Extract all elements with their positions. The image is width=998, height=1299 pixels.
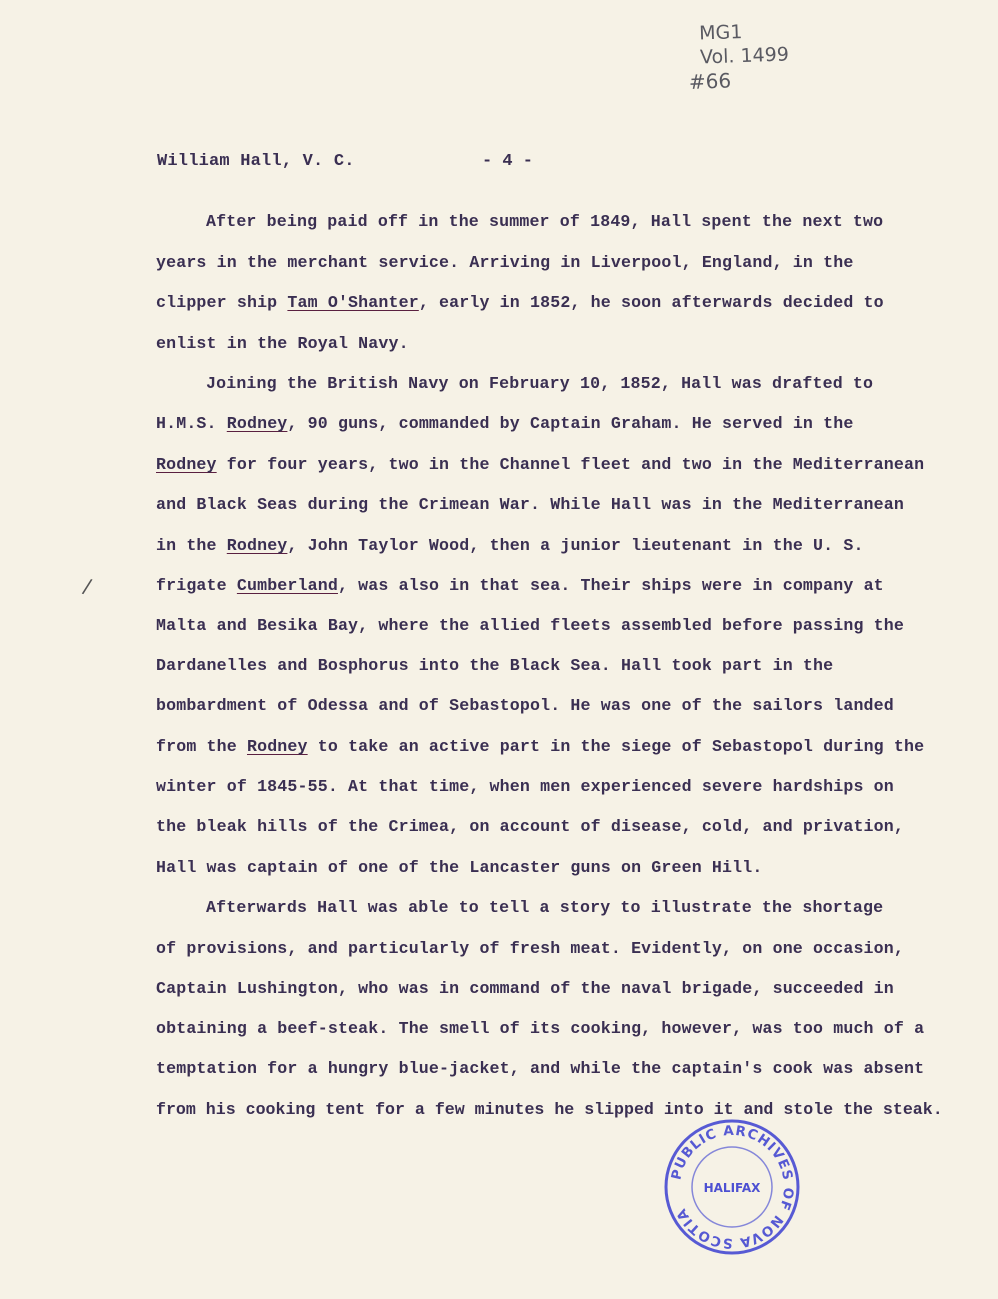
text-line: Dardanelles and Bosphorus into the Black Sea. Hall took part in the [156,656,834,675]
text-line: from his cooking tent for a few minutes he slipped into it and stole the steak. [156,1100,943,1119]
text-span: clipper ship [156,293,288,312]
text-span: in the [156,536,227,555]
running-header-title: William Hall, V. C. [157,152,355,171]
page-number: - 4 - [482,152,534,171]
ship-name-underlined: Cumberland [236,576,338,595]
text-line: Captain Lushington, who was in command of the naval brigade, succeeded in [156,979,894,998]
text-span: , John Taylor Wood, then a junior lieutenant in the U. S. [287,536,864,555]
note-line-1: MG1 [698,21,743,45]
ship-name-underlined: Rodney [156,455,217,474]
ship-name-underlined: Rodney [246,737,308,756]
text-line: of provisions, and particularly of fresh meat. Evidently, on one occasion, [156,939,904,958]
note-line-3: #66 [688,68,732,94]
text-span: , 90 guns, commanded by Captain Graham. He served in the [287,414,854,433]
archives-stamp [662,1117,802,1257]
text-line: Hall was captain of one of the Lancaster guns on Green Hill. [156,858,763,877]
archival-reference-note [688,18,790,94]
text-line [156,576,884,595]
stamp-ring-text: PUBLIC ARCHIVES OF NOVA SCOTIA [668,1122,797,1252]
text-line [156,293,884,312]
text-line: Afterwards Hall was able to tell a story to illustrate the shortage [206,898,884,917]
text-line: and Black Seas during the Crimean War. While Hall was in the Mediterranean [156,495,904,514]
text-span: , early in 1852, he soon afterwards decided to [418,293,884,312]
text-line: obtaining a beef-steak. The smell of its cooking, however, was too much of a [156,1019,925,1038]
text-line: temptation for a hungry blue-jacket, and while the captain's cook was absent [156,1059,925,1078]
ship-name-underlined: Rodney [226,536,288,555]
text-line: Joining the British Navy on February 10, 1852, Hall was drafted to [206,374,874,393]
ship-name-underlined: Tam O'Shanter [287,293,419,312]
margin-pencil-mark: / [81,573,94,599]
text-line: bombardment of Odessa and of Sebastopol. He was one of the sailors landed [156,696,894,715]
text-line [156,536,864,555]
text-line: winter of 1845-55. At that time, when men experienced severe hardships on [156,777,894,796]
text-span: from the [156,737,247,756]
text-span: H.M.S. [156,414,227,433]
text-line: After being paid off in the summer of 1849, Hall spent the next two [206,212,884,231]
ship-name-underlined: Rodney [226,414,288,433]
text-line: enlist in the Royal Navy. [156,334,409,353]
text-line: Malta and Besika Bay, where the allied fleets assembled before passing the [156,616,904,635]
text-line: the bleak hills of the Crimea, on account of disease, cold, and privation, [156,817,904,836]
text-span: frigate [156,576,237,595]
note-line-2: Vol. 1499 [699,43,790,69]
text-line [156,414,853,433]
text-line: years in the merchant service. Arriving in Liverpool, England, in the [156,253,854,272]
text-span: , was also in that sea. Their ships were in company at [337,576,884,595]
text-span: for four years, two in the Channel fleet and two in the Mediterranean [216,455,925,474]
text-span: to take an active part in the siege of Sebastopol during the [307,737,925,756]
text-line [156,455,924,474]
text-line [156,737,924,756]
stamp-center-text: HALIFAX [703,1181,761,1195]
